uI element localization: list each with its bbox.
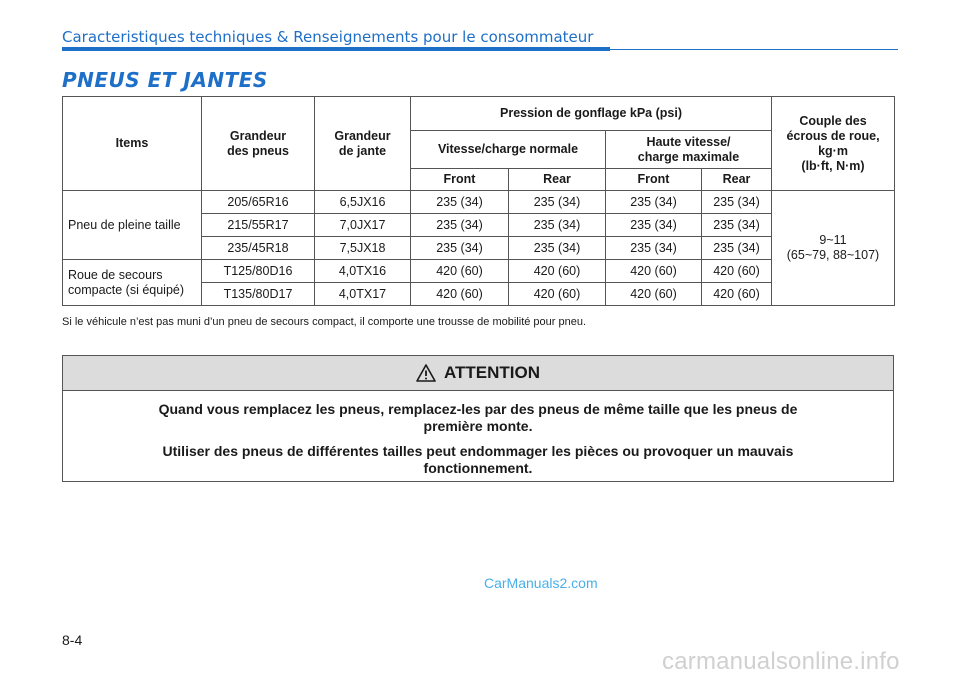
header-front: Front <box>606 169 702 191</box>
cell-torque: 9~11 (65~79, 88~107) <box>772 191 895 306</box>
header-rear: Rear <box>509 169 606 191</box>
cell-normal-front: 235 (34) <box>411 214 509 237</box>
cell-normal-front: 420 (60) <box>411 283 509 306</box>
attention-paragraph: Utiliser des pneus de différentes tailles peut endommager les pièces ou provoquer un mauvais fonctionnement. <box>162 443 794 476</box>
attention-header <box>63 356 893 391</box>
cell-normal-rear: 420 (60) <box>509 283 606 306</box>
cell-high-front: 420 (60) <box>606 260 702 283</box>
header-tire-size: Grandeur des pneus <box>202 97 315 191</box>
attention-body <box>63 391 893 477</box>
table-row <box>63 191 895 214</box>
tire-spec-table <box>62 96 895 306</box>
cell-tire: 235/45R18 <box>202 237 315 260</box>
cell-high-front: 235 (34) <box>606 237 702 260</box>
cell-rim: 4,0TX16 <box>315 260 411 283</box>
warning-triangle-icon <box>416 364 436 382</box>
cell-tire: 205/65R16 <box>202 191 315 214</box>
footer-logo: carmanualsonline.info <box>662 648 900 675</box>
header-rim-size: Grandeur de jante <box>315 97 411 191</box>
cell-normal-rear: 235 (34) <box>509 237 606 260</box>
cell-rim: 6,5JX16 <box>315 191 411 214</box>
cell-high-rear: 235 (34) <box>702 191 772 214</box>
attention-paragraph: Quand vous remplacez les pneus, remplacez-les par des pneus de même taille que les pneus de première monte. <box>158 401 798 434</box>
cell-rim: 4,0TX17 <box>315 283 411 306</box>
cell-high-rear: 235 (34) <box>702 237 772 260</box>
running-header: Caracteristiques techniques & Renseignements pour le consommateur <box>62 28 594 46</box>
cell-normal-front: 235 (34) <box>411 191 509 214</box>
header-items: Items <box>63 97 202 191</box>
cell-tire: T125/80D16 <box>202 260 315 283</box>
cell-normal-front: 420 (60) <box>411 260 509 283</box>
header-high-speed: Haute vitesse/ charge maximale <box>606 131 772 169</box>
cell-high-rear: 420 (60) <box>702 283 772 306</box>
header-torque: Couple des écrous de roue, kg·m (lb·ft, N·m) <box>772 97 895 191</box>
section-title: PNEUS ET JANTES <box>62 68 268 92</box>
cell-high-front: 235 (34) <box>606 214 702 237</box>
cell-normal-front: 235 (34) <box>411 237 509 260</box>
cell-rim: 7,0JX17 <box>315 214 411 237</box>
watermark-link[interactable]: CarManuals2.com <box>484 575 598 591</box>
table-footnote: Si le véhicule n’est pas muni d’un pneu de secours compact, il comporte une trousse de mobilité pour pneu. <box>62 316 587 328</box>
cell-tire: 215/55R17 <box>202 214 315 237</box>
header-normal-speed: Vitesse/charge normale <box>411 131 606 169</box>
group-label-full-size: Pneu de pleine taille <box>63 191 202 260</box>
cell-normal-rear: 420 (60) <box>509 260 606 283</box>
table-row <box>63 260 895 283</box>
header-line <box>610 49 898 50</box>
cell-normal-rear: 235 (34) <box>509 214 606 237</box>
cell-high-front: 235 (34) <box>606 191 702 214</box>
cell-high-rear: 420 (60) <box>702 260 772 283</box>
cell-rim: 7,5JX18 <box>315 237 411 260</box>
page-number: 8-4 <box>62 632 83 648</box>
header-inflation: Pression de gonflage kPa (psi) <box>411 97 772 131</box>
header-bar <box>62 47 610 51</box>
cell-high-front: 420 (60) <box>606 283 702 306</box>
group-label-compact-spare: Roue de secours compacte (si équipé) <box>63 260 202 306</box>
cell-normal-rear: 235 (34) <box>509 191 606 214</box>
attention-title: ATTENTION <box>443 363 540 382</box>
attention-box <box>62 355 894 482</box>
header-front: Front <box>411 169 509 191</box>
cell-high-rear: 235 (34) <box>702 214 772 237</box>
cell-tire: T135/80D17 <box>202 283 315 306</box>
header-rear: Rear <box>702 169 772 191</box>
